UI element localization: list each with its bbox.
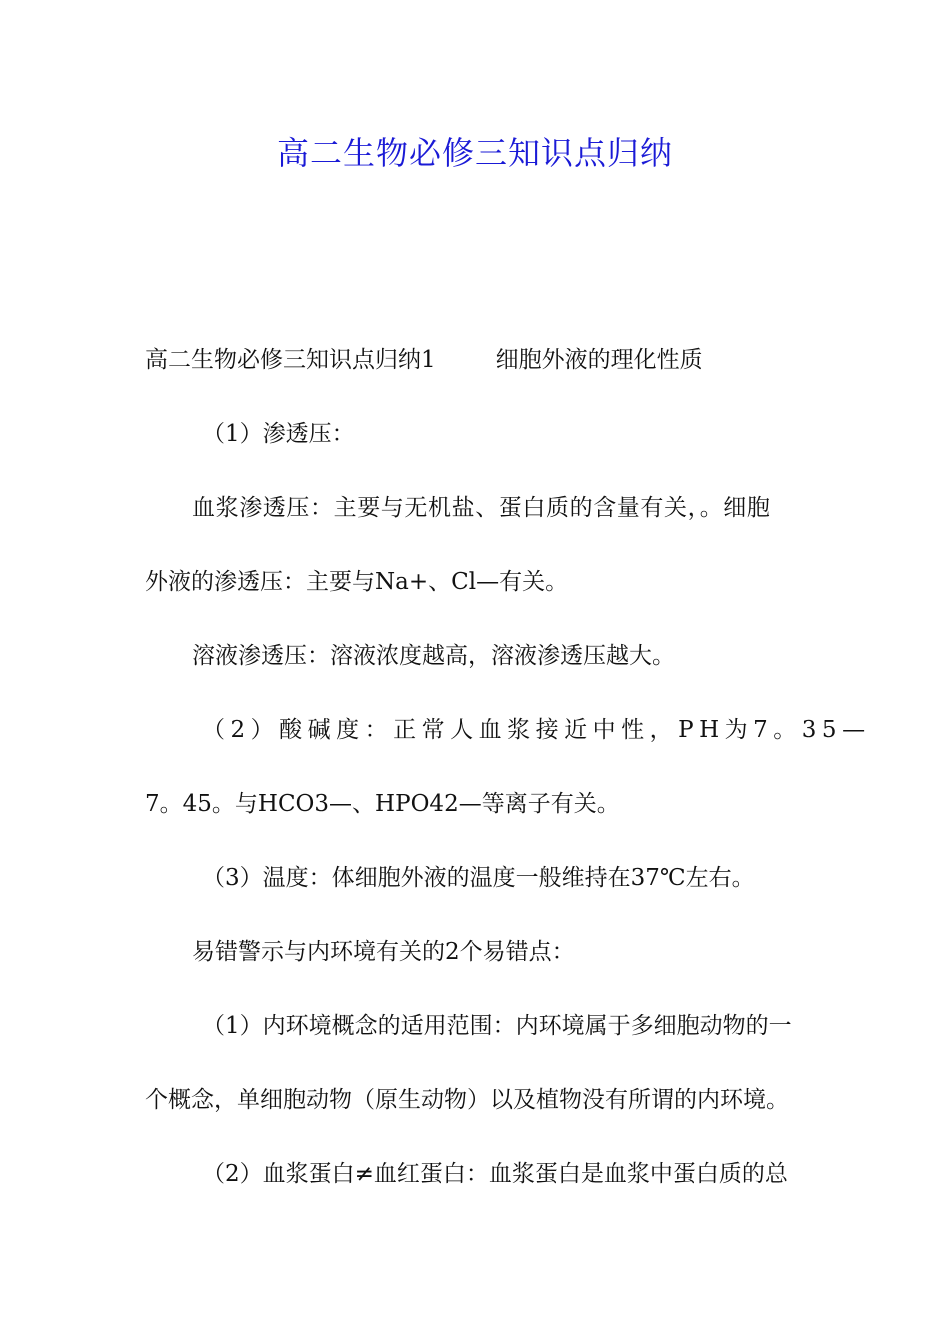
paragraph-line: 溶液渗透压：溶液浓度越高，溶液渗透压越大。 <box>192 643 675 669</box>
section-heading: 高二生物必修三知识点归纳1 <box>145 347 436 373</box>
document-body <box>145 336 871 1224</box>
paragraph-line: （1）内环境概念的适用范围：内环境属于多细胞动物的一 <box>202 1013 792 1039</box>
paragraph-line: 个概念，单细胞动物（原生动物）以及植物没有所谓的内环境。 <box>145 1087 789 1113</box>
paragraph-line: （2）血浆蛋白≠血红蛋白：血浆蛋白是血浆中蛋白质的总 <box>202 1161 788 1187</box>
paragraph-line: （3）温度：体细胞外液的温度一般维持在37℃左右。 <box>202 865 755 891</box>
paragraph-line <box>145 336 805 410</box>
document-title: 高二生物必修三知识点归纳 <box>276 134 673 172</box>
paragraph-line: （1）渗透压： <box>202 421 355 447</box>
section-subheading: 细胞外液的理化性质 <box>495 347 703 373</box>
paragraph-line: 易错警示与内环境有关的2个易错点： <box>192 939 575 965</box>
paragraph-line: 外液的渗透压：主要与Na+、Cl—有关。 <box>145 569 569 595</box>
paragraph-line: 7。45。与HCO3—、HPO42—等离子有关。 <box>145 791 620 817</box>
paragraph-line: （2）酸碱度：正常人血浆接近中性，PH为7。35— <box>202 717 871 743</box>
paragraph-line: 血浆渗透压：主要与无机盐、蛋白质的含量有关，。细胞 <box>192 495 771 521</box>
